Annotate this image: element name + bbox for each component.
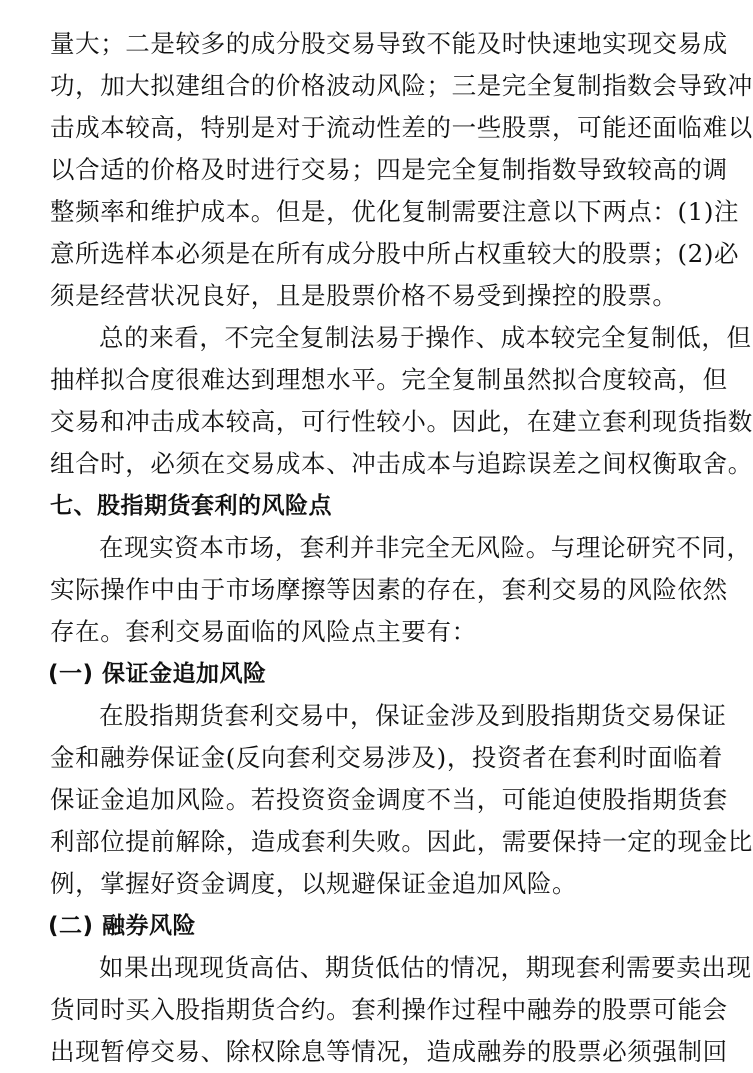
text-line: 功，加大拟建组合的价格波动风险；三是完全复制指数会导致冲 <box>50 71 753 100</box>
paragraph-securities-lending-risk <box>50 947 752 1073</box>
text-line: 须是经营状况良好，且是股票价格不易受到操控的股票。 <box>50 281 678 310</box>
text-line: 保证金追加风险。若投资资金调度不当，可能迫使股指期货套 <box>50 785 728 814</box>
text-line: 交易和冲击成本较高，可行性较小。因此，在建立套利现货指数 <box>50 407 753 436</box>
text-line: 利部位提前解除，造成套利失败。因此，需要保持一定的现金比 <box>50 827 753 856</box>
text-line: 实际操作中由于市场摩擦等因素的存在，套利交易的风险依然 <box>50 575 728 604</box>
text-line: 抽样拟合度很难达到理想水平。完全复制虽然拟合度较高，但 <box>50 365 728 394</box>
text-line: 在股指期货套利交易中，保证金涉及到股指期货交易保证 <box>99 701 727 730</box>
text-line: 在现实资本市场，套利并非完全无风险。与理论研究不同， <box>99 533 752 562</box>
text-line: 整频率和维护成本。但是，优化复制需要注意以下两点：(1)注 <box>50 197 740 226</box>
text-line: 量大；二是较多的成分股交易导致不能及时快速地实现交易成 <box>50 29 728 58</box>
text-line: 金和融券保证金(反向套利交易涉及)，投资者在套利时面临着 <box>50 743 723 772</box>
subsection-heading-securities-lending-risk: (二) 融券风险 <box>48 913 197 939</box>
subsection-heading-margin-risk: (一) 保证金追加风险 <box>48 661 267 687</box>
section-heading-risk-points: 七、股指期货套利的风险点 <box>50 493 332 519</box>
text-line: 击成本较高，特别是对于流动性差的一些股票，可能还面临难以 <box>50 113 753 142</box>
paragraph-margin-risk <box>50 695 753 905</box>
text-line: 如果出现现货高估、期货低估的情况，期现套利需要卖出现 <box>99 953 752 982</box>
text-line: 货同时买入股指期货合约。套利操作过程中融券的股票可能会 <box>50 995 728 1024</box>
text-line: 以合适的价格及时进行交易；四是完全复制指数导致较高的调 <box>50 155 728 184</box>
text-line: 总的来看，不完全复制法易于操作、成本较完全复制低，但 <box>99 323 752 352</box>
text-line: 例，掌握好资金调度，以规避保证金追加风险。 <box>50 869 578 898</box>
text-line: 意所选样本必须是在所有成分股中所占权重较大的股票；(2)必 <box>50 239 740 268</box>
text-line: 出现暂停交易、除权除息等情况，造成融券的股票必须强制回 <box>50 1037 728 1066</box>
text-line: 组合时，必须在交易成本、冲击成本与追踪误差之间权衡取舍。 <box>50 449 753 478</box>
paragraph-summary <box>50 317 753 485</box>
text-line: 存在。套利交易面临的风险点主要有： <box>50 617 477 646</box>
paragraph-risk-intro <box>50 527 752 653</box>
document-page <box>48 23 753 1073</box>
paragraph-replication-drawbacks <box>50 23 753 317</box>
